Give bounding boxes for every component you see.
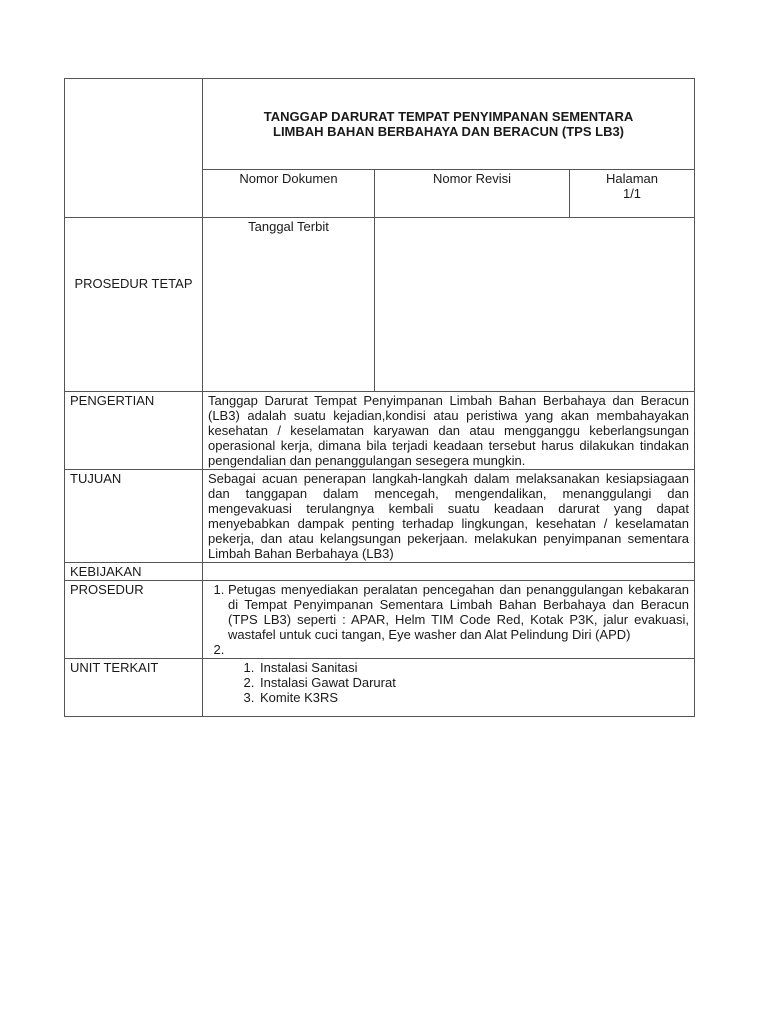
pengertian-label: PENGERTIAN [65, 392, 203, 470]
title-line-2: LIMBAH BAHAN BERBAHAYA DAN BERACUN (TPS LB3) [273, 124, 625, 139]
nomor-revisi-label: Nomor Revisi [432, 171, 511, 186]
unit-item: 3. Komite K3RS [258, 690, 689, 705]
unit-item: 2. Instalasi Gawat Darurat [258, 675, 689, 690]
halaman-value: 1/1 [622, 186, 642, 201]
pengertian-text: Tanggap Darurat Tempat Penyimpanan Limbah Bahan Berbahaya dan Beracun (LB3) adalah suatu kejadian,kondisi atau peristiwa yang akan membahayakan kesehatan / keselamatan karyawan dan atau mengganggu keberlangsungan operasional kerja, dimana bila terjadi keadaan tersebut harus dilakukan tindakan pengendalian dan penanggulangan sesegera mungkin. [203, 392, 695, 470]
title-line-1: TANGGAP DARURAT TEMPAT PENYIMPANAN SEMENTARA [263, 109, 634, 124]
sop-table [64, 78, 695, 717]
prosedur-row [65, 581, 695, 659]
unit-list [208, 660, 689, 705]
tanggal-terbit-cell [203, 218, 375, 392]
tujuan-row [65, 470, 695, 563]
tujuan-text: Sebagai acuan penerapan langkah-langkah dalam melaksanakan kesiapsiagaan dan tanggapan dalam mencegah, mengendalikan, menanggulangi dan mengevakuasi terulangnya kembali suatu keadaan darurat yang dapat menyebabkan dampak penting terhadap lingkungan, kesehatan / keselamatan pekerja, dan atau kelangsungan pekerjaan. melakukan penyimpanan sementara Limbah Bahan Berbahaya (LB3) [203, 470, 695, 563]
kebijakan-row [65, 563, 695, 581]
kebijakan-label: KEBIJAKAN [65, 563, 203, 581]
tujuan-label: TUJUAN [65, 470, 203, 563]
nomor-revisi-cell [375, 170, 570, 218]
halaman-cell [570, 170, 695, 218]
prosedur-tetap-cell [65, 218, 203, 392]
halaman-label: Halaman [605, 171, 659, 186]
unit-terkait-label: UNIT TERKAIT [65, 659, 203, 717]
kebijakan-text [203, 563, 695, 581]
prosedur-step-2 [228, 642, 689, 657]
logo-cell [65, 79, 203, 218]
prosedur-steps-cell [203, 581, 695, 659]
nomor-dokumen-label: Nomor Dokumen [239, 171, 338, 186]
prosedur-steps [208, 582, 689, 657]
pengertian-row [65, 392, 695, 470]
tanggal-row [65, 218, 695, 392]
tanggal-value-cell [375, 218, 695, 392]
unit-terkait-row [65, 659, 695, 717]
document-title [203, 79, 695, 170]
prosedur-label: PROSEDUR [65, 581, 203, 659]
prosedur-tetap-label: PROSEDUR TETAP [74, 276, 193, 291]
nomor-dokumen-cell [203, 170, 375, 218]
unit-item: 1. Instalasi Sanitasi [258, 660, 689, 675]
tanggal-terbit-label: Tanggal Terbit [248, 219, 329, 234]
title-row [65, 79, 695, 170]
prosedur-step-1: 1. Petugas menyediakan peralatan pencegahan dan penanggulangan kebakaran di Tempat Penyimpanan Sementara Limbah Bahan Berbahaya dan Beracun (TPS LB3) seperti : APAR, Helm TIM Code Red, Kotak P3K, jalur evakuasi, wastafel untuk cuci tangan, Eye washer dan Alat Pelindung Diri (APD) [228, 582, 689, 642]
unit-terkait-cell [203, 659, 695, 717]
